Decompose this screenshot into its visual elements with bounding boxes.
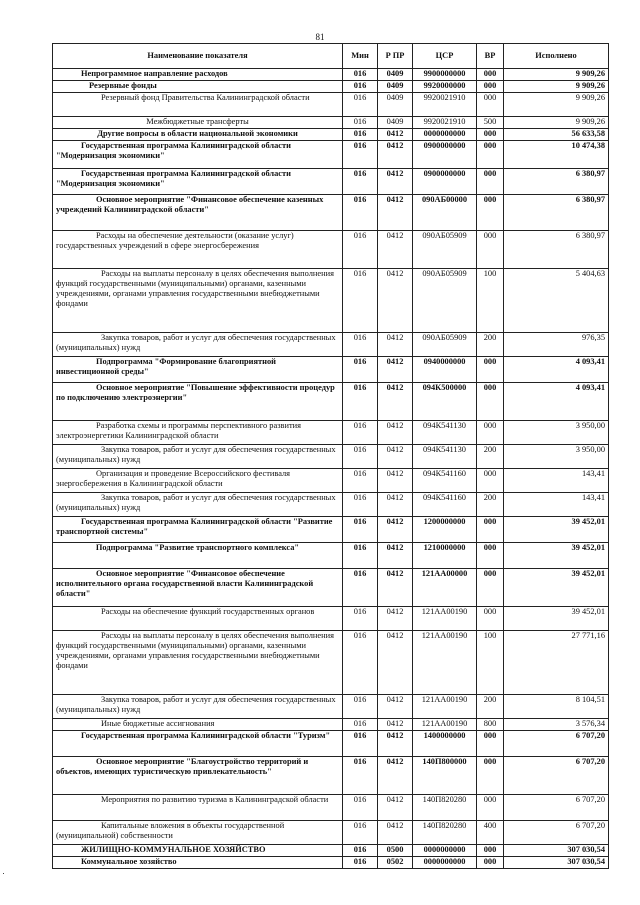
row-name: Другие вопросы в области национальной экономики <box>53 129 343 141</box>
row-vr: 200 <box>477 445 504 469</box>
row-min: 016 <box>343 269 378 333</box>
table-header-row <box>53 44 609 69</box>
row-name: Государственная программа Калининградской области "Туризм" <box>53 731 343 757</box>
row-min: 016 <box>343 357 378 383</box>
row-name: Закупка товаров, работ и услуг для обеспечения государственных (муниципальных) нужд <box>53 695 343 719</box>
row-vr: 000 <box>477 845 504 857</box>
table-row <box>53 631 609 695</box>
row-vr: 000 <box>477 517 504 543</box>
row-amount: 39 452,01 <box>504 569 609 607</box>
row-vr: 800 <box>477 719 504 731</box>
row-amount: 4 093,41 <box>504 383 609 421</box>
row-rpr: 0412 <box>378 333 413 357</box>
table-row <box>53 719 609 731</box>
row-csr: 0900000000 <box>413 141 477 169</box>
row-csr: 094К541160 <box>413 469 477 493</box>
row-csr: 094К500000 <box>413 383 477 421</box>
row-vr: 000 <box>477 129 504 141</box>
row-vr: 200 <box>477 695 504 719</box>
row-name: Государственная программа Калининградской области "Модернизация экономики" <box>53 169 343 195</box>
column-header-min: Мин <box>343 44 378 69</box>
row-csr: 9920021910 <box>413 93 477 117</box>
row-vr: 000 <box>477 81 504 93</box>
table-row <box>53 517 609 543</box>
row-amount: 6 707,20 <box>504 731 609 757</box>
row-min: 016 <box>343 93 378 117</box>
row-csr: 094К541130 <box>413 445 477 469</box>
row-min: 016 <box>343 333 378 357</box>
row-amount: 3 950,00 <box>504 445 609 469</box>
row-min: 016 <box>343 231 378 269</box>
row-csr: 121АА00000 <box>413 569 477 607</box>
row-amount: 6 707,20 <box>504 795 609 821</box>
table-row <box>53 695 609 719</box>
row-csr: 121АА00190 <box>413 719 477 731</box>
row-rpr: 0500 <box>378 845 413 857</box>
row-name: ЖИЛИЩНО-КОММУНАЛЬНОЕ ХОЗЯЙСТВО <box>53 845 343 857</box>
row-name: Расходы на выплаты персоналу в целях обеспечения выполнения функций государственными (муниципальными) органами, казенными учреждениями, органами управления государственными внебюджетными фондами <box>53 269 343 333</box>
row-name: Закупка товаров, работ и услуг для обеспечения государственных (муниципальных) нужд <box>53 445 343 469</box>
row-csr: 9920021910 <box>413 117 477 129</box>
row-name: Межбюджетные трансферты <box>53 117 343 129</box>
row-amount: 8 104,51 <box>504 695 609 719</box>
table-row <box>53 493 609 517</box>
row-min: 016 <box>343 543 378 569</box>
row-csr: 140П820280 <box>413 821 477 845</box>
row-name: Коммунальное хозяйство <box>53 857 343 869</box>
row-vr: 000 <box>477 357 504 383</box>
row-min: 016 <box>343 69 378 81</box>
table-row <box>53 93 609 117</box>
row-rpr: 0412 <box>378 795 413 821</box>
row-csr: 140П820280 <box>413 795 477 821</box>
row-min: 016 <box>343 81 378 93</box>
budget-execution-table <box>52 43 609 869</box>
row-amount: 39 452,01 <box>504 607 609 631</box>
row-min: 016 <box>343 731 378 757</box>
table-row <box>53 383 609 421</box>
row-vr: 000 <box>477 69 504 81</box>
row-vr: 000 <box>477 857 504 869</box>
row-csr: 0000000000 <box>413 129 477 141</box>
row-amount: 3 950,00 <box>504 421 609 445</box>
table-row <box>53 169 609 195</box>
table-row <box>53 857 609 869</box>
table-row <box>53 333 609 357</box>
row-rpr: 0412 <box>378 757 413 795</box>
row-vr: 000 <box>477 543 504 569</box>
row-vr: 200 <box>477 493 504 517</box>
row-rpr: 0412 <box>378 607 413 631</box>
row-rpr: 0409 <box>378 93 413 117</box>
row-name: Закупка товаров, работ и услуг для обеспечения государственных (муниципальных) нужд <box>53 333 343 357</box>
row-min: 016 <box>343 117 378 129</box>
row-vr: 000 <box>477 141 504 169</box>
row-rpr: 0412 <box>378 543 413 569</box>
row-amount: 9 909,26 <box>504 69 609 81</box>
row-rpr: 0412 <box>378 129 413 141</box>
row-min: 016 <box>343 493 378 517</box>
row-csr: 0940000000 <box>413 357 477 383</box>
row-csr: 9900000000 <box>413 69 477 81</box>
row-min: 016 <box>343 517 378 543</box>
row-rpr: 0412 <box>378 719 413 731</box>
row-amount: 5 404,63 <box>504 269 609 333</box>
row-amount: 307 030,54 <box>504 857 609 869</box>
table-row <box>53 69 609 81</box>
row-rpr: 0412 <box>378 195 413 231</box>
table-row <box>53 117 609 129</box>
row-vr: 400 <box>477 821 504 845</box>
table-row <box>53 357 609 383</box>
row-rpr: 0412 <box>378 731 413 757</box>
row-amount: 6 380,97 <box>504 169 609 195</box>
column-header-csr: ЦСР <box>413 44 477 69</box>
row-csr: 094К541130 <box>413 421 477 445</box>
row-min: 016 <box>343 383 378 421</box>
row-vr: 000 <box>477 169 504 195</box>
row-rpr: 0412 <box>378 357 413 383</box>
row-name: Организация и проведение Всероссийского фестиваля энергосбережения в Калининградской области <box>53 469 343 493</box>
row-amount: 6 707,20 <box>504 757 609 795</box>
table-row <box>53 195 609 231</box>
row-csr: 0900000000 <box>413 169 477 195</box>
row-rpr: 0412 <box>378 383 413 421</box>
row-name: Государственная программа Калининградской области "Модернизация экономики" <box>53 141 343 169</box>
row-rpr: 0412 <box>378 141 413 169</box>
row-rpr: 0412 <box>378 445 413 469</box>
row-amount: 10 474,38 <box>504 141 609 169</box>
table-row <box>53 757 609 795</box>
row-csr: 1210000000 <box>413 543 477 569</box>
row-csr: 9920000000 <box>413 81 477 93</box>
row-vr: 000 <box>477 607 504 631</box>
row-name: Расходы на обеспечение деятельности (оказание услуг) государственных учреждений в сфере энергосбережения <box>53 231 343 269</box>
row-min: 016 <box>343 857 378 869</box>
row-amount: 976,35 <box>504 333 609 357</box>
row-rpr: 0412 <box>378 421 413 445</box>
row-min: 016 <box>343 169 378 195</box>
row-csr: 140П800000 <box>413 757 477 795</box>
row-vr: 000 <box>477 757 504 795</box>
row-rpr: 0412 <box>378 631 413 695</box>
row-amount: 39 452,01 <box>504 517 609 543</box>
row-rpr: 0412 <box>378 695 413 719</box>
row-amount: 143,41 <box>504 493 609 517</box>
row-name: Расходы на выплаты персоналу в целях обеспечения выполнения функций государственными (муниципальными) органами, казенными учреждениями, органами управления государственными внебюджетными фондами <box>53 631 343 695</box>
row-name: Резервные фонды <box>53 81 343 93</box>
row-csr: 1400000000 <box>413 731 477 757</box>
row-min: 016 <box>343 569 378 607</box>
row-min: 016 <box>343 695 378 719</box>
row-min: 016 <box>343 445 378 469</box>
row-amount: 56 633,58 <box>504 129 609 141</box>
row-rpr: 0412 <box>378 269 413 333</box>
page-number: 81 <box>315 32 325 42</box>
row-amount: 6 707,20 <box>504 821 609 845</box>
row-vr: 000 <box>477 421 504 445</box>
table-row <box>53 269 609 333</box>
row-amount: 9 909,26 <box>504 81 609 93</box>
row-vr: 000 <box>477 231 504 269</box>
row-csr: 121АА00190 <box>413 695 477 719</box>
table-row <box>53 607 609 631</box>
row-vr: 000 <box>477 383 504 421</box>
row-name: Основное мероприятие "Благоустройство территорий и объектов, имеющих туристическую привлекательность" <box>53 757 343 795</box>
row-vr: 000 <box>477 93 504 117</box>
row-vr: 100 <box>477 269 504 333</box>
row-name: Резервный фонд Правительства Калининградской области <box>53 93 343 117</box>
row-name: Закупка товаров, работ и услуг для обеспечения государственных (муниципальных) нужд <box>53 493 343 517</box>
row-name: Капитальные вложения в объекты государственной (муниципальной) собственности <box>53 821 343 845</box>
row-min: 016 <box>343 631 378 695</box>
scan-speck <box>3 873 4 874</box>
table-row <box>53 569 609 607</box>
row-min: 016 <box>343 607 378 631</box>
row-name: Подпрограмма "Формирование благоприятной инвестиционной среды" <box>53 357 343 383</box>
row-vr: 500 <box>477 117 504 129</box>
row-amount: 307 030,54 <box>504 845 609 857</box>
row-min: 016 <box>343 195 378 231</box>
row-csr: 090АБ05909 <box>413 231 477 269</box>
row-csr: 090АБ05909 <box>413 269 477 333</box>
row-csr: 121АА00190 <box>413 607 477 631</box>
row-csr: 090АБ00000 <box>413 195 477 231</box>
table-row <box>53 231 609 269</box>
row-name: Расходы на обеспечение функций государственных органов <box>53 607 343 631</box>
column-header-amount: Исполнено <box>504 44 609 69</box>
row-name: Иные бюджетные ассигнования <box>53 719 343 731</box>
row-rpr: 0412 <box>378 469 413 493</box>
table-row <box>53 845 609 857</box>
table-row <box>53 81 609 93</box>
table-row <box>53 421 609 445</box>
row-amount: 39 452,01 <box>504 543 609 569</box>
row-min: 016 <box>343 129 378 141</box>
row-amount: 27 771,16 <box>504 631 609 695</box>
row-rpr: 0412 <box>378 517 413 543</box>
row-rpr: 0412 <box>378 169 413 195</box>
row-rpr: 0412 <box>378 493 413 517</box>
row-rpr: 0409 <box>378 81 413 93</box>
row-vr: 000 <box>477 569 504 607</box>
column-header-vr: ВР <box>477 44 504 69</box>
row-name: Подпрограмма "Развитие транспортного комплекса" <box>53 543 343 569</box>
row-csr: 0000000000 <box>413 845 477 857</box>
table-row <box>53 445 609 469</box>
row-min: 016 <box>343 469 378 493</box>
table-row <box>53 141 609 169</box>
row-vr: 000 <box>477 795 504 821</box>
row-vr: 000 <box>477 469 504 493</box>
row-rpr: 0409 <box>378 69 413 81</box>
row-vr: 000 <box>477 731 504 757</box>
row-name: Основное мероприятие "Финансовое обеспечение исполнительного органа государственной власти Калининградской области" <box>53 569 343 607</box>
row-amount: 4 093,41 <box>504 357 609 383</box>
row-amount: 9 909,26 <box>504 93 609 117</box>
row-min: 016 <box>343 845 378 857</box>
table-row <box>53 543 609 569</box>
table-row <box>53 129 609 141</box>
row-vr: 100 <box>477 631 504 695</box>
table-row <box>53 795 609 821</box>
row-name: Основное мероприятие "Финансовое обеспечение казенных учреждений Калининградской области" <box>53 195 343 231</box>
row-min: 016 <box>343 421 378 445</box>
row-min: 016 <box>343 821 378 845</box>
row-csr: 0000000000 <box>413 857 477 869</box>
row-name: Непрограммное направление расходов <box>53 69 343 81</box>
row-min: 016 <box>343 141 378 169</box>
row-amount: 6 380,97 <box>504 195 609 231</box>
row-amount: 9 909,26 <box>504 117 609 129</box>
row-csr: 1200000000 <box>413 517 477 543</box>
table-row <box>53 731 609 757</box>
row-rpr: 0412 <box>378 821 413 845</box>
row-amount: 143,41 <box>504 469 609 493</box>
table-row <box>53 821 609 845</box>
row-name: Разработка схемы и программы перспективного развития электроэнергетики Калининградской области <box>53 421 343 445</box>
row-name: Государственная программа Калининградской области "Развитие транспортной системы" <box>53 517 343 543</box>
row-vr: 000 <box>477 195 504 231</box>
column-header-name: Наименование показателя <box>53 44 343 69</box>
row-rpr: 0412 <box>378 231 413 269</box>
row-amount: 6 380,97 <box>504 231 609 269</box>
table-row <box>53 469 609 493</box>
row-min: 016 <box>343 719 378 731</box>
row-rpr: 0409 <box>378 117 413 129</box>
row-amount: 3 576,34 <box>504 719 609 731</box>
row-name: Основное мероприятие "Повышение эффективности процедур по подключению электроэнергии" <box>53 383 343 421</box>
row-min: 016 <box>343 795 378 821</box>
row-rpr: 0412 <box>378 569 413 607</box>
row-csr: 121АА00190 <box>413 631 477 695</box>
row-vr: 200 <box>477 333 504 357</box>
row-csr: 090АБ05909 <box>413 333 477 357</box>
row-min: 016 <box>343 757 378 795</box>
row-rpr: 0502 <box>378 857 413 869</box>
column-header-rpr: Р ПР <box>378 44 413 69</box>
row-name: Мероприятия по развитию туризма в Калининградской области <box>53 795 343 821</box>
row-csr: 094К541160 <box>413 493 477 517</box>
